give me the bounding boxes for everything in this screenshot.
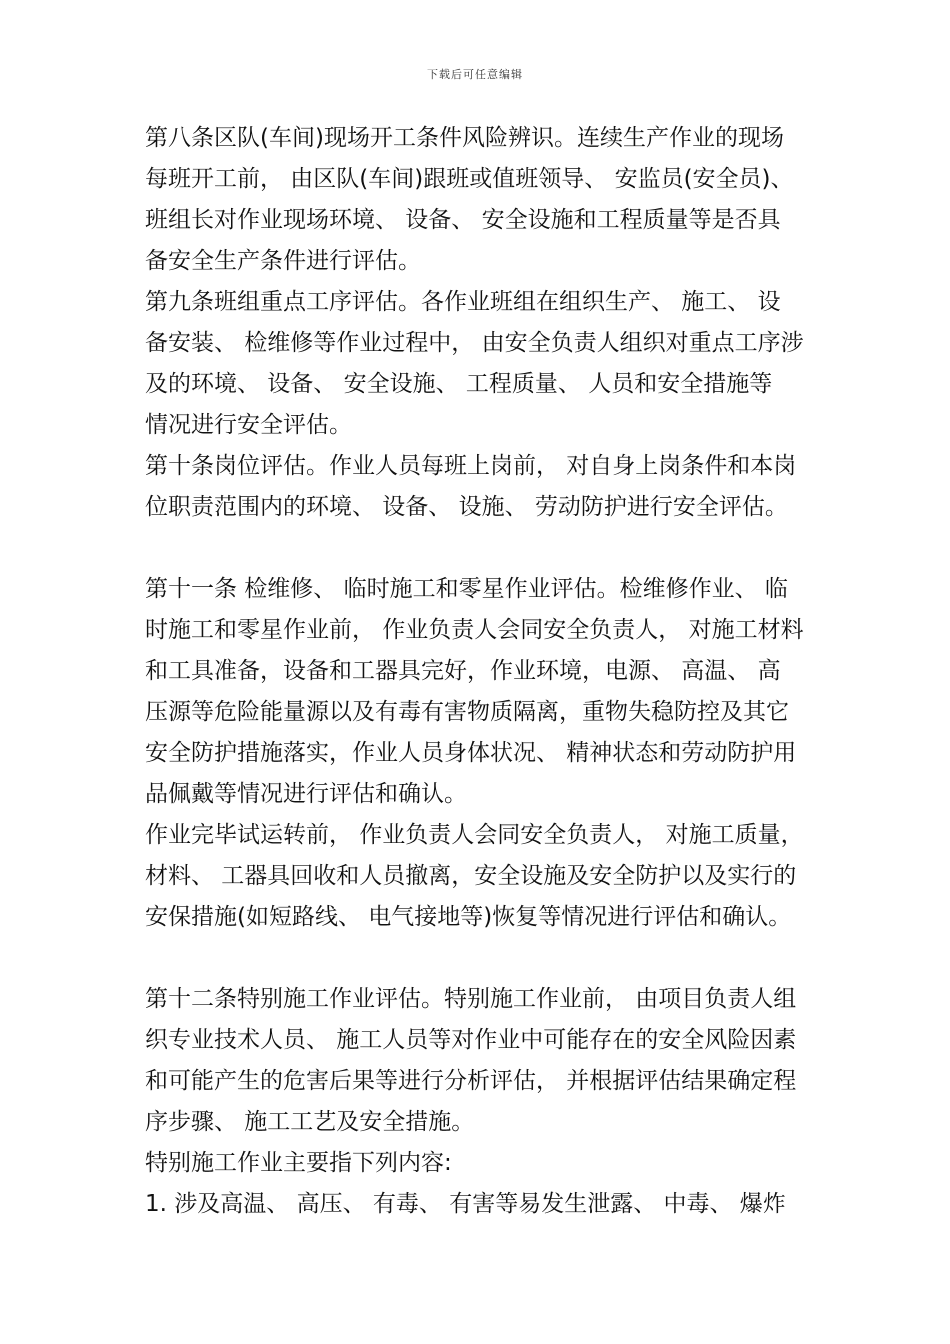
text-line: 品佩戴等情况进行评估和确认。 xyxy=(145,781,467,807)
text-line: 压源等危险能量源以及有毒有害物质隔离，重物失稳防控及其它 xyxy=(145,699,789,725)
text-line: 第八条区队(车间)现场开工条件风险辨识。连续生产作业的现场 xyxy=(145,125,784,151)
text-line: 材料、 工器具回收和人员撤离，安全设施及安全防护以及实行的 xyxy=(145,863,797,889)
text-line: 安保措施(如短路线、 电气接地等)恢复等情况进行评估和确认。 xyxy=(145,904,792,930)
blank-line xyxy=(145,528,845,569)
text-line: 和工具准备，设备和工器具完好，作业环境，电源、 高温、 高 xyxy=(145,658,781,684)
text-line: 和可能产生的危害后果等进行分析评估， 并根据评估结果确定程 xyxy=(145,1068,797,1094)
text-line: 时施工和零星作业前， 作业负责人会同安全负责人， 对施工材料 xyxy=(145,617,804,643)
text-line: 第九条班组重点工序评估。各作业班组在组织生产、 施工、 设 xyxy=(145,289,781,315)
text-line: 1. 涉及高温、 高压、 有毒、 有害等易发生泄露、 中毒、 爆炸 xyxy=(145,1191,786,1217)
text-line: 备安装、 检维修等作业过程中， 由安全负责人组织对重点工序涉 xyxy=(145,330,804,356)
page-header: 下载后可任意编辑 xyxy=(427,68,523,81)
text-line: 备安全生产条件进行评估。 xyxy=(145,248,421,274)
blank-line xyxy=(145,938,845,979)
text-line: 序步骤、 施工工艺及安全措施。 xyxy=(145,1109,475,1135)
text-line: 第十条岗位评估。作业人员每班上岗前， 对自身上岗条件和本岗 xyxy=(145,453,797,479)
text-line: 每班开工前， 由区队(车间)跟班或值班领导、 安监员(安全员)、 xyxy=(145,166,794,192)
text-line: 及的环境、 设备、 安全设施、 工程质量、 人员和安全措施等 xyxy=(145,371,773,397)
text-line: 情况进行安全评估。 xyxy=(145,412,352,438)
text-line: 安全防护措施落实，作业人员身体状况、 精神状态和劳动防护用 xyxy=(145,740,797,766)
document-body xyxy=(145,118,845,1225)
text-line: 位职责范围内的环境、 设备、 设施、 劳动防护进行安全评估。 xyxy=(145,494,788,520)
text-line: 特别施工作业主要指下列内容: xyxy=(145,1150,452,1176)
text-line: 织专业技术人员、 施工人员等对作业中可能存在的安全风险因素 xyxy=(145,1027,797,1053)
text-line: 班组长对作业现场环境、 设备、 安全设施和工程质量等是否具 xyxy=(145,207,781,233)
text-line: 作业完毕试运转前， 作业负责人会同安全负责人， 对施工质量， xyxy=(145,822,804,848)
text-line: 第十二条特别施工作业评估。特别施工作业前， 由项目负责人组 xyxy=(145,986,797,1012)
text-line: 第十一条 检维修、 临时施工和零星作业评估。检维修作业、 临 xyxy=(145,576,788,602)
